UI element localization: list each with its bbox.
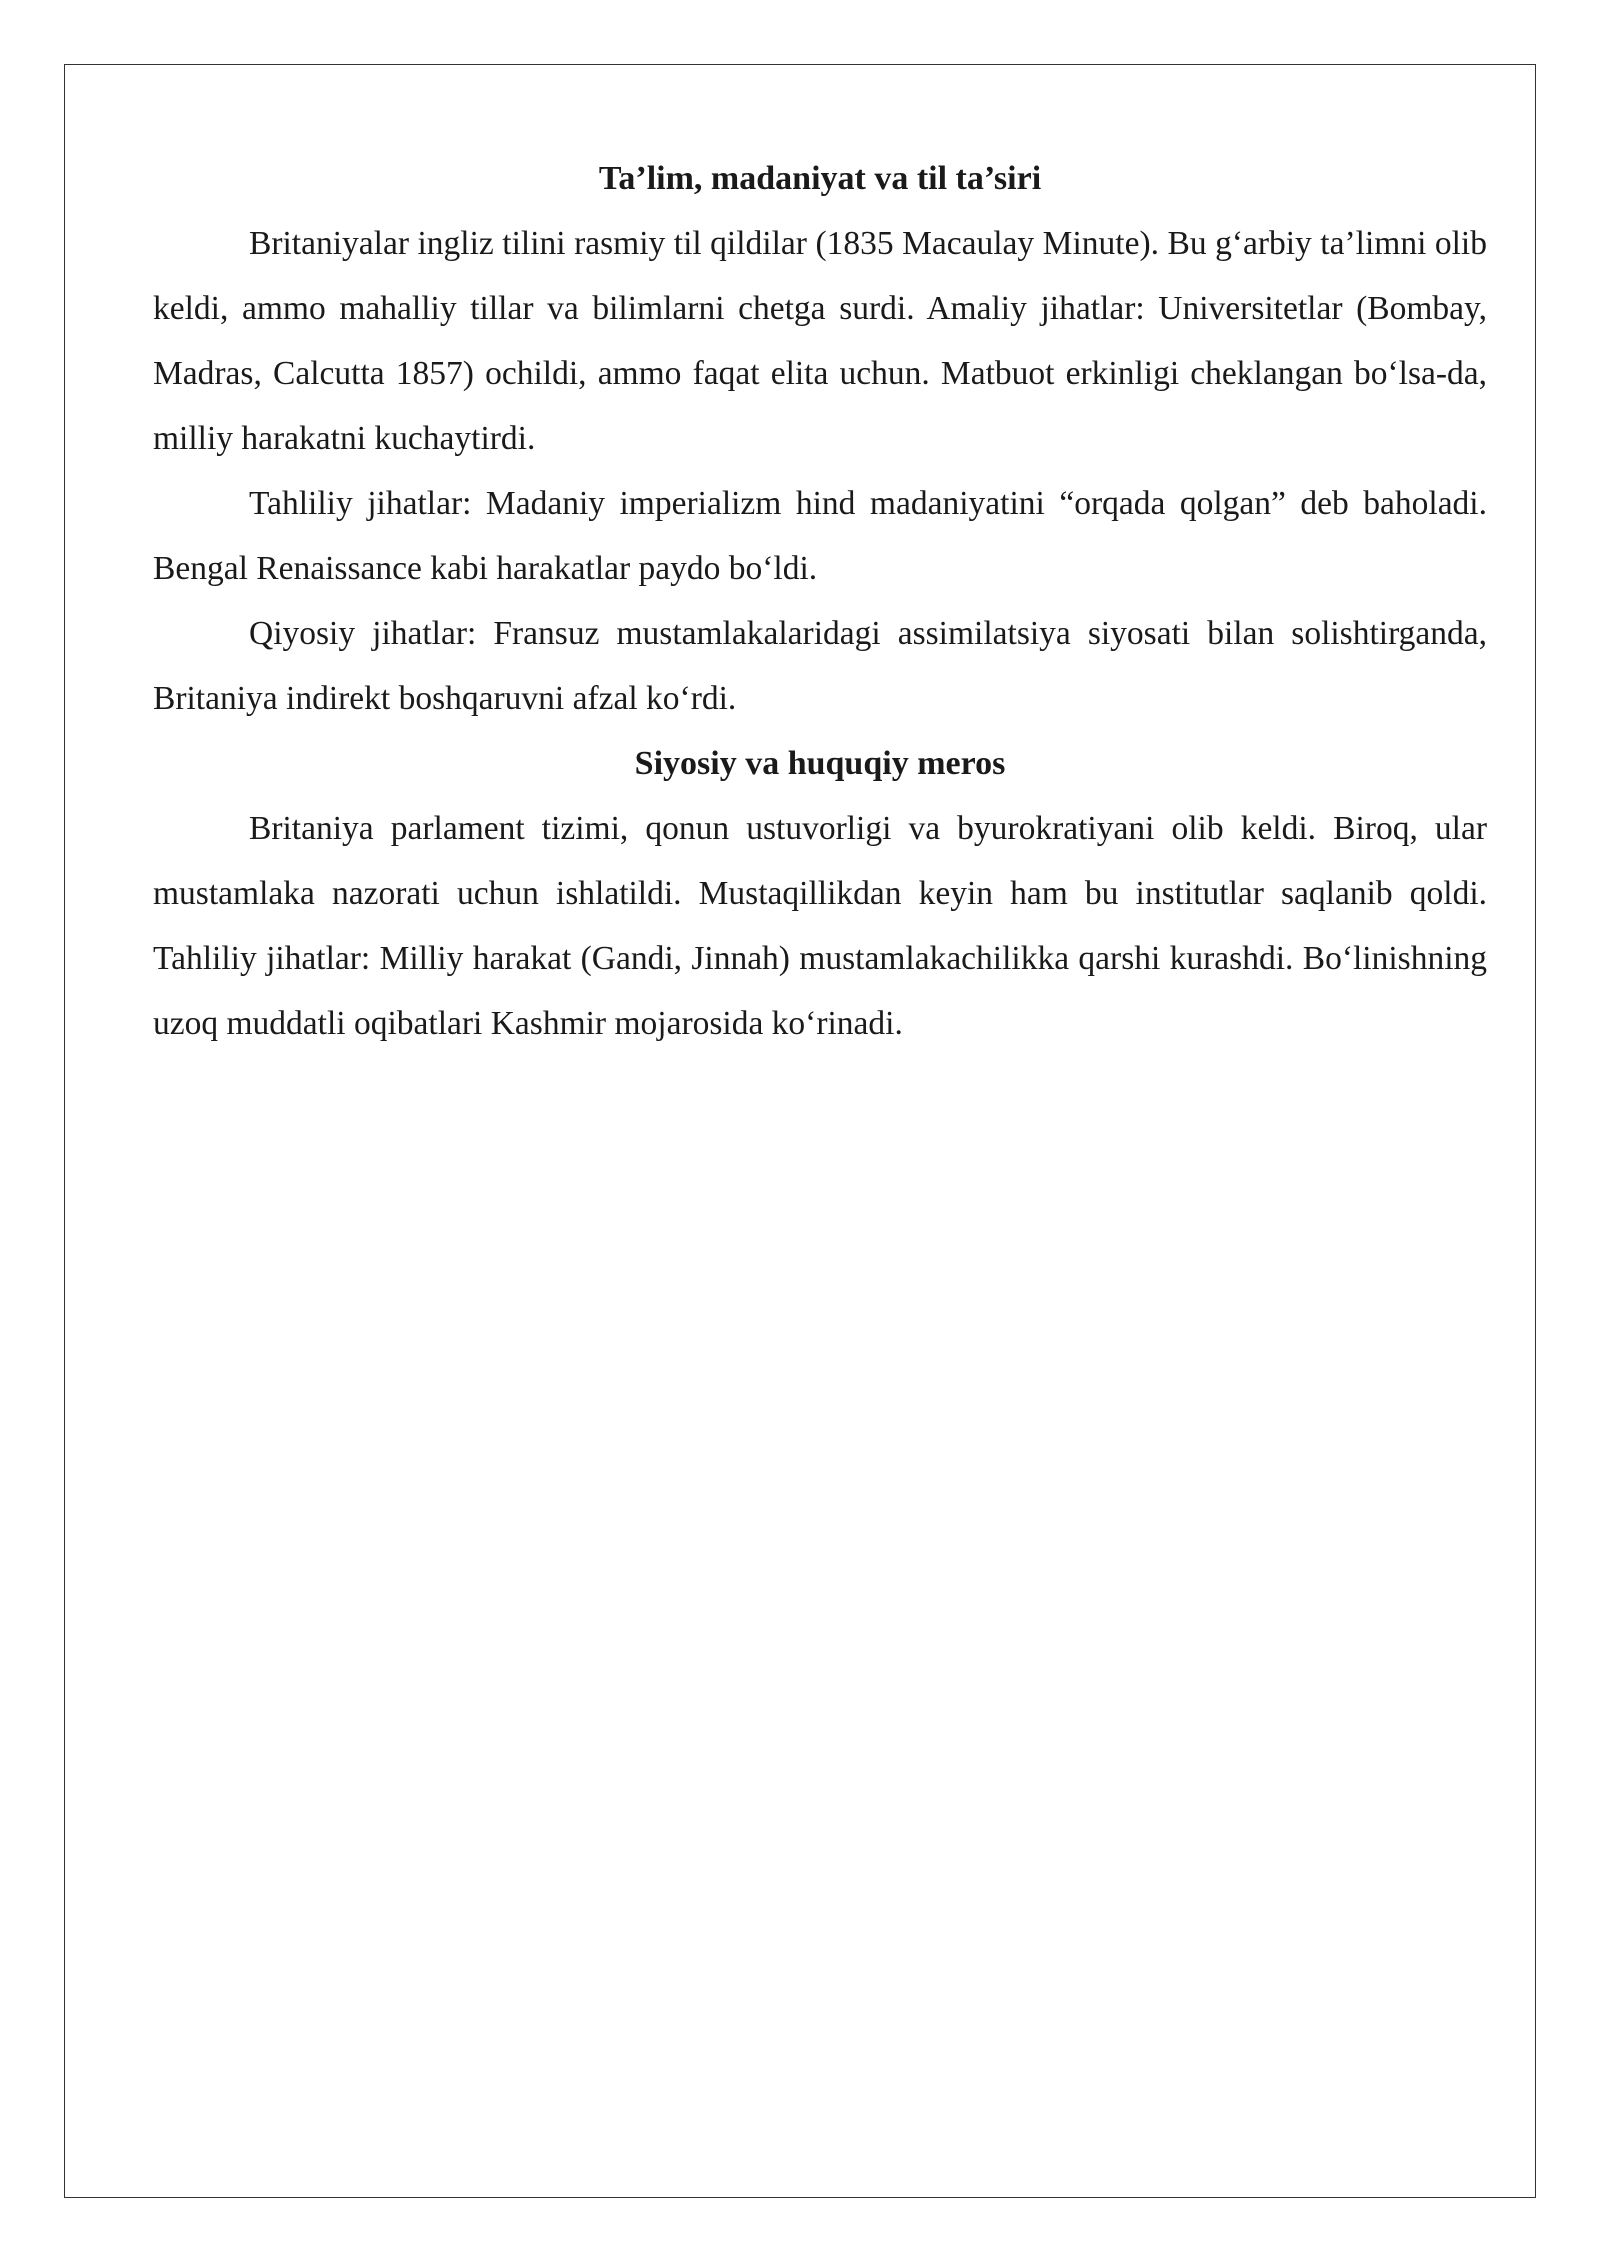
paragraph-cultural-imperialism: Tahliliy jihatlar: Madaniy imperializm hind madaniyatini “orqada qolgan” deb baholadi. Bengal Renaissance kabi harakatlar paydo bo‘ldi.	[153, 485, 1487, 587]
paragraph-political-legacy: Britaniya parlament tizimi, qonun ustuvorligi va byurokratiyani olib keldi. Biroq, ular mustamlaka nazorati uchun ishlatildi. Mustaqillikdan keyin ham bu institutlar saqlanib qoldi. Tahliliy jihatlar: Milliy harakat (Gandi, Jinnah) mustamlakachilikka qarshi kurashdi. Bo‘linishning uzoq muddatli oqibatlari Kashmir mojarosida ko‘rinadi.	[153, 810, 1487, 1042]
section-heading-political-legacy: Siyosiy va huquqiy meros	[634, 745, 1006, 782]
paragraph-english-language-policy: Britaniyalar ingliz tilini rasmiy til qildilar (1835 Macaulay Minute). Bu g‘arbiy ta’limni olib keldi, ammo mahalliy tillar va bilimlarni chetga surdi. Amaliy jihatlar: Universitetlar (Bombay, Madras, Calcutta 1857) ochildi, ammo faqat elita uchun. Matbuot erkinligi cheklangan bo‘lsa-da, milliy harakatni kuchaytirdi.	[153, 225, 1487, 457]
section-heading-education: Ta’lim, madaniyat va til ta’siri	[598, 160, 1042, 197]
document-body	[153, 146, 1487, 1056]
paragraph-comparative-aspects: Qiyosiy jihatlar: Fransuz mustamlakalaridagi assimilatsiya siyosati bilan solishtirganda, Britaniya indirekt boshqaruvni afzal ko‘rdi.	[153, 615, 1487, 717]
